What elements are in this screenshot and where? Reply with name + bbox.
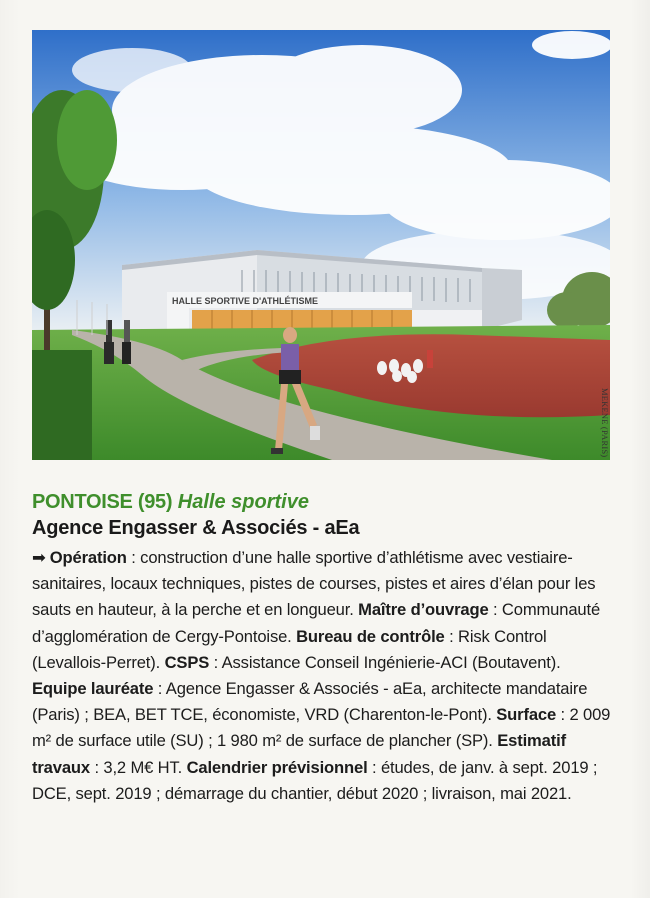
headline-kind: Halle sportive bbox=[177, 491, 309, 513]
csps-label: CSPS bbox=[164, 652, 210, 672]
bureau-controle-text: : Risk Control (Levallois-Perret). bbox=[32, 626, 547, 672]
project-rendering-photo bbox=[32, 30, 610, 460]
operation-label: Opération bbox=[49, 548, 127, 567]
building-sign-text: HALLE SPORTIVE D'ATHLÉTISME bbox=[172, 296, 318, 306]
equipe-laureate-text: : Agence Engasser & Associés - aEa, architecte mandataire (Paris) ; BEA, BET TCE, économiste, VRD (Charenton-le-Pont). bbox=[32, 679, 588, 725]
article-body bbox=[32, 545, 612, 807]
article-agency: Agence Engasser & Associés - aEa bbox=[32, 517, 360, 539]
article-headline bbox=[32, 490, 612, 515]
surface-text: : 2 009 m² de surface utile (SU) ; 1 980 m² de surface de plancher (SP). bbox=[32, 705, 611, 751]
csps-text: : Assistance Conseil Ingénierie-ACI (Boutavent). bbox=[209, 652, 561, 672]
surface-label: Surface bbox=[496, 705, 557, 725]
equipe-laureate-label: Equipe lauréate bbox=[32, 679, 154, 699]
operation-text: : construction d’une halle sportive d’athlétisme avec vestiaire-sanitaires, locaux techniques, pistes de courses, pistes et aires d’élan pour les sauts en hauteur, à la perche et en longueur. bbox=[32, 548, 596, 620]
calendrier-text: : études, de janv. à sept. 2019 ; DCE, sept. 2019 ; démarrage du chantier, début 2020 ; livraison, mai 2021. bbox=[32, 757, 598, 803]
arrow-icon: ➡ bbox=[32, 548, 46, 567]
rendering-illustration bbox=[32, 30, 610, 460]
headline-city: PONTOISE (95) bbox=[32, 491, 173, 513]
bureau-controle-label: Bureau de contrôle bbox=[296, 626, 445, 646]
estimatif-travaux-label: Estimatif travaux bbox=[32, 731, 566, 777]
maitre-ouvrage-text: : Communauté d’agglomération de Cergy-Pontoise. bbox=[32, 600, 601, 646]
photo-credit: MEKENE (PARIS) bbox=[600, 388, 610, 458]
maitre-ouvrage-label: Maître d’ouvrage bbox=[358, 600, 489, 620]
estimatif-travaux-text: : 3,2 M€ HT. bbox=[89, 757, 187, 777]
article bbox=[32, 490, 612, 807]
calendrier-label: Calendrier prévisionnel bbox=[186, 757, 368, 777]
